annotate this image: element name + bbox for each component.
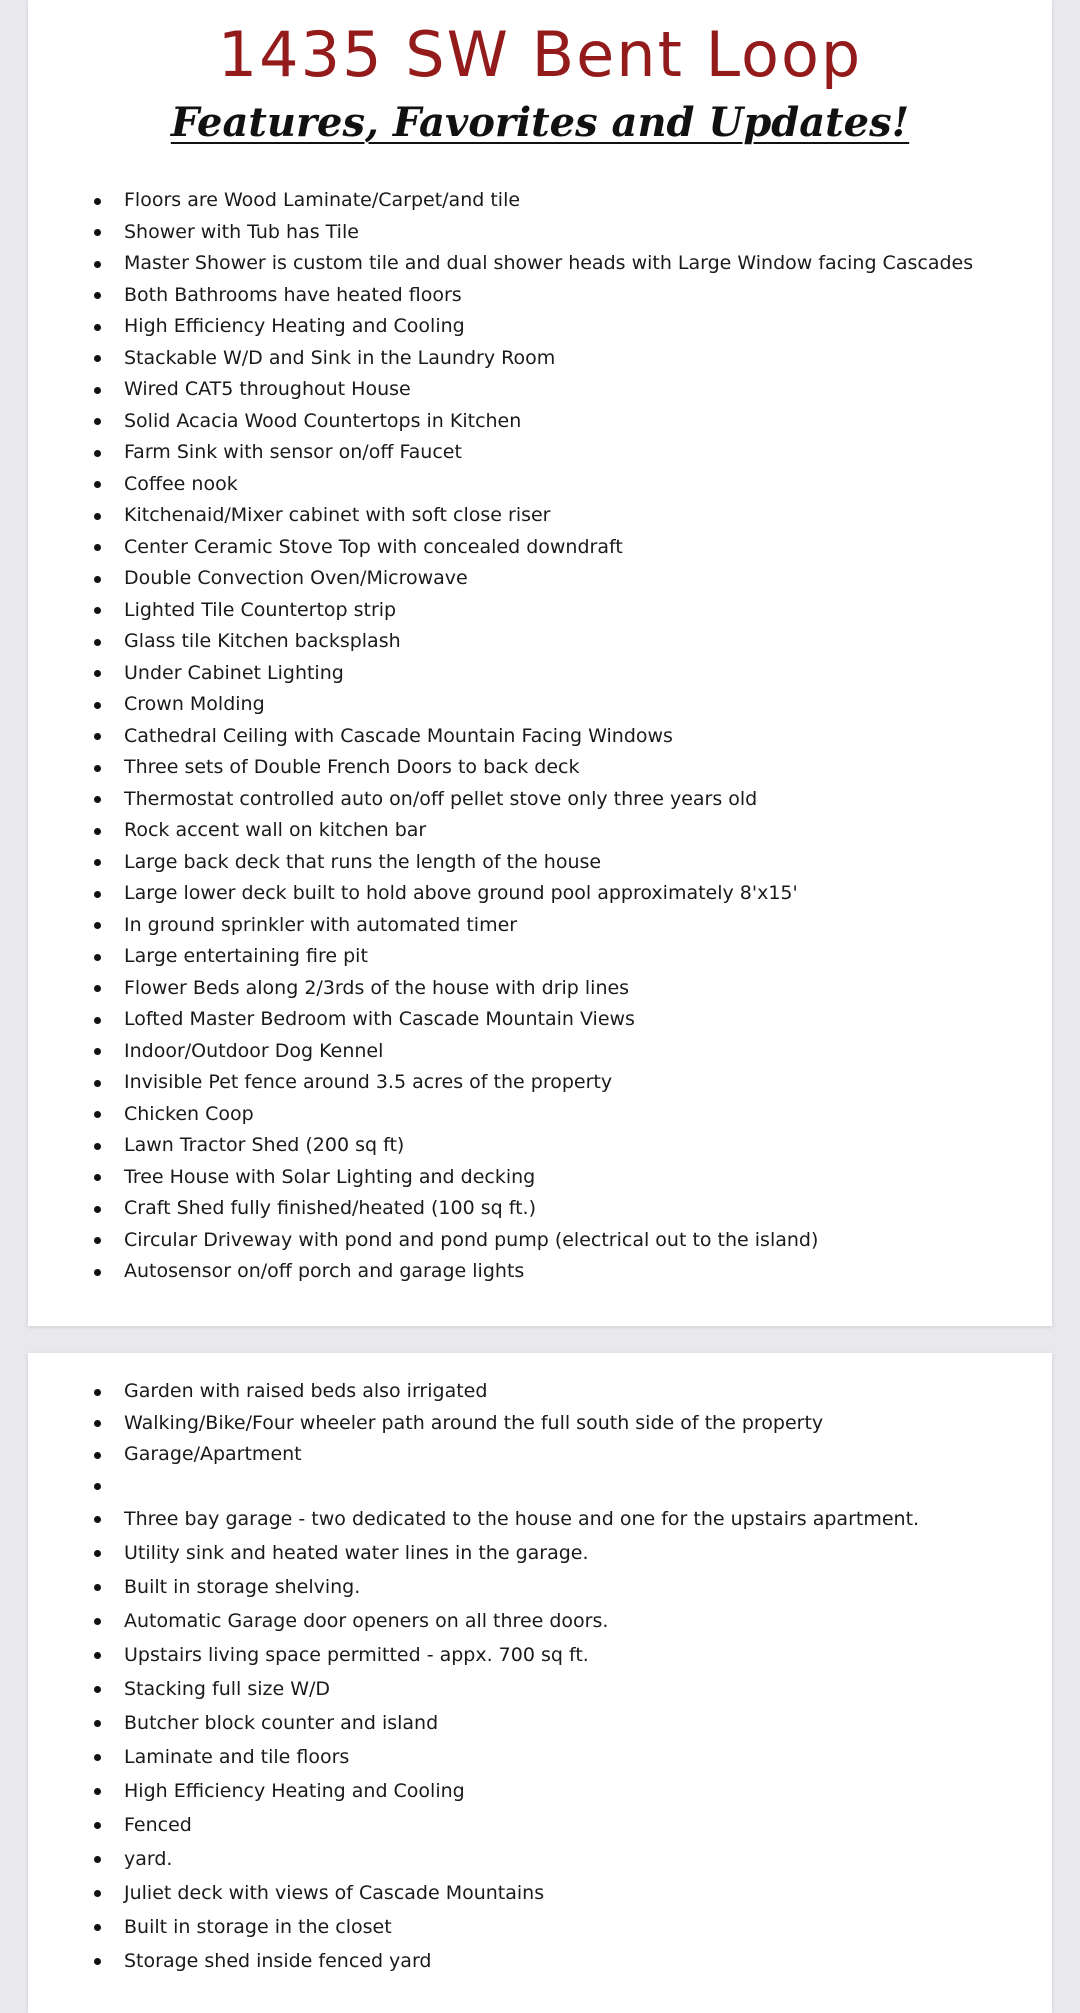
list-item-text: Chicken Coop [124,1102,254,1125]
list-item-text: Wired CAT5 throughout House [124,378,411,400]
bullet-icon [94,450,101,457]
list-item [28,1842,1052,1876]
bullet-icon [94,1452,101,1459]
list-item [28,1570,1052,1604]
list-item [28,847,1052,879]
list-item [28,595,1052,627]
bullet-icon [94,1754,101,1761]
list-item-text: Farm Sink with sensor on/off Faucet [124,441,462,463]
bullet-icon [94,544,101,551]
list-item [28,1672,1052,1706]
list-item [28,563,1052,595]
list-item [28,311,1052,343]
bullet-icon [94,1389,101,1396]
list-item [28,1502,1052,1536]
list-item [28,1439,1052,1471]
page-title: 1435 SW Bent Loop [217,18,863,91]
list-item [28,1740,1052,1774]
bullet-icon [94,796,101,803]
list-item [28,469,1052,501]
list-item [28,1638,1052,1672]
bullet-icon [94,261,101,268]
feature-list-2 [28,1376,1052,1978]
list-item [28,658,1052,690]
list-item-text: Laminate and tile floors [124,1746,350,1768]
list-item [28,721,1052,753]
list-item [28,1808,1052,1842]
bullet-icon [94,1483,101,1490]
bullet-icon [94,1269,101,1276]
list-item [28,280,1052,312]
list-item [28,500,1052,532]
list-item [28,1910,1052,1944]
list-item-text: Center Ceramic Stove Top with concealed downdraft [124,535,623,558]
list-item-text: Master Shower is custom tile and dual shower heads with Large Window facing Cascades [124,252,974,274]
bullet-icon [94,607,101,614]
list-item-text: Large back deck that runs the length of the house [124,850,602,873]
list-item-text: High Efficiency Heating and Cooling [124,1780,465,1802]
bullet-icon [94,1618,101,1625]
list-item-text: Storage shed inside fenced yard [124,1950,432,1972]
bullet-icon [94,1890,101,1897]
list-item [28,784,1052,816]
bullet-icon [94,702,101,709]
list-item-text: Shower with Tub has Tile [124,220,359,243]
bullet-icon [94,1550,101,1557]
bullet-icon [94,765,101,772]
bullet-icon [94,1788,101,1795]
list-item [28,1004,1052,1036]
bullet-icon [94,229,101,236]
bullet-icon [94,481,101,488]
list-item-text: Crown Molding [124,693,265,715]
list-item-text: Three bay garage - two dedicated to the house and one for the upstairs apartment. [124,1508,920,1530]
list-item [28,1944,1052,1978]
list-item-text: Thermostat controlled auto on/off pellet stove only three years old [124,787,758,810]
list-item-text: Glass tile Kitchen backsplash [124,630,401,652]
bullet-icon [94,639,101,646]
list-item-text: Lawn Tractor Shed (200 sq ft) [124,1134,405,1156]
bullet-icon [94,670,101,677]
list-item-text: Garden with raised beds also irrigated [124,1380,488,1402]
list-item-text: High Efficiency Heating and Cooling [124,315,465,337]
list-item-text: Large lower deck built to hold above ground pool approximately 8'x15' [124,882,798,904]
list-item-text: Floors are Wood Laminate/Carpet/and tile [124,189,521,211]
list-item-text: Automatic Garage door openers on all three doors. [124,1610,609,1632]
bullet-icon [94,387,101,394]
bullet-icon [94,1720,101,1727]
list-item [28,910,1052,942]
list-item [28,248,1052,280]
page-subtitle [28,98,1052,148]
list-item-text: Coffee nook [124,472,238,495]
list-item [28,374,1052,406]
list-item-text: Large entertaining fire pit [124,945,368,967]
list-item-text: Craft Shed fully finished/heated (100 sq ft.) [124,1197,536,1219]
list-item-text: Autosensor on/off porch and garage lights [124,1260,525,1282]
bullet-icon [94,1174,101,1181]
list-item-text: Solid Acacia Wood Countertops in Kitchen [124,409,522,432]
bullet-icon [94,198,101,205]
list-item-text: Built in storage shelving. [124,1576,361,1598]
list-item [28,1604,1052,1638]
list-item [28,752,1052,784]
bullet-icon [94,292,101,299]
bullet-icon [94,418,101,425]
list-item-text: Tree House with Solar Lighting and decking [124,1165,536,1188]
bullet-icon [94,954,101,961]
list-item-text: Lofted Master Bedroom with Cascade Mountain Views [124,1008,635,1030]
list-item [28,973,1052,1005]
bullet-icon [94,1584,101,1591]
list-item-text: Double Convection Oven/Microwave [124,567,468,589]
list-item [28,815,1052,847]
list-item [28,1376,1052,1408]
list-item [28,437,1052,469]
list-item [28,1408,1052,1440]
bullet-icon [94,859,101,866]
list-item [28,532,1052,564]
list-item [28,626,1052,658]
bullet-icon [94,576,101,583]
list-item [28,217,1052,249]
list-item-text: Kitchenaid/Mixer cabinet with soft close riser [124,504,551,526]
list-item [28,1130,1052,1162]
list-item [28,1256,1052,1288]
list-item-text: Invisible Pet fence around 3.5 acres of the property [124,1071,613,1093]
list-item-text: Three sets of Double French Doors to back deck [124,756,580,778]
bullet-icon [94,1206,101,1213]
bullet-icon [94,922,101,929]
bullet-icon [94,1237,101,1244]
list-item [28,1162,1052,1194]
subtitle-text: Features, Favorites and Updates! [170,99,910,146]
list-item [28,1036,1052,1068]
list-item-text: Flower Beds along 2/3rds of the house with drip lines [124,976,630,999]
list-item [28,1099,1052,1131]
list-item [28,185,1052,217]
bullet-icon [94,985,101,992]
list-item-text: Indoor/Outdoor Dog Kennel [124,1039,384,1062]
list-item [28,1774,1052,1808]
bullet-icon [94,1652,101,1659]
document-page-2 [28,1353,1052,2013]
bullet-icon [94,1516,101,1523]
list-item [28,406,1052,438]
list-item [28,1471,1052,1503]
list-item-text: Circular Driveway with pond and pond pump (electrical out to the island) [124,1228,819,1251]
list-item-text: Under Cabinet Lighting [124,661,344,684]
feature-list-1 [28,185,1052,1288]
bullet-icon [94,891,101,898]
list-item [28,1225,1052,1257]
list-item [28,1193,1052,1225]
bullet-icon [94,733,101,740]
list-item-text: Stacking full size W/D [124,1678,331,1700]
list-item [28,1706,1052,1740]
list-item-text: Juliet deck with views of Cascade Mountains [124,1882,545,1904]
bullet-icon [94,355,101,362]
list-item-text: In ground sprinkler with automated timer [124,913,518,936]
list-item-text: Rock accent wall on kitchen bar [124,819,427,841]
list-item-text: Upstairs living space permitted - appx. 700 sq ft. [124,1644,589,1666]
bullet-icon [94,1080,101,1087]
document-page-1 [28,0,1052,1326]
list-item-text: Built in storage in the closet [124,1916,392,1938]
bullet-icon [94,828,101,835]
list-item [28,1067,1052,1099]
list-item-text: Walking/Bike/Four wheeler path around the full south side of the property [124,1411,824,1434]
bullet-icon [94,324,101,331]
bullet-icon [94,1048,101,1055]
bullet-icon [94,1856,101,1863]
list-item-text: yard. [124,1848,173,1870]
list-item [28,1876,1052,1910]
list-item [28,1536,1052,1570]
list-item [28,878,1052,910]
list-item-text: Utility sink and heated water lines in the garage. [124,1542,589,1564]
bullet-icon [94,1111,101,1118]
list-item-text: Cathedral Ceiling with Cascade Mountain Facing Windows [124,724,673,747]
bullet-icon [94,1822,101,1829]
bullet-icon [94,1958,101,1965]
list-item-text: Fenced [124,1814,192,1836]
list-item [28,941,1052,973]
list-item-text: Stackable W/D and Sink in the Laundry Room [124,346,556,369]
list-item-text: Lighted Tile Countertop strip [124,598,397,621]
list-item-text: Butcher block counter and island [124,1712,439,1734]
bullet-icon [94,1924,101,1931]
bullet-icon [94,1143,101,1150]
list-item-text: Both Bathrooms have heated floors [124,283,462,306]
bullet-icon [94,1686,101,1693]
list-item [28,689,1052,721]
bullet-icon [94,1017,101,1024]
bullet-icon [94,1420,101,1427]
list-item [28,343,1052,375]
bullet-icon [94,513,101,520]
list-item-text: Garage/Apartment [124,1443,302,1465]
